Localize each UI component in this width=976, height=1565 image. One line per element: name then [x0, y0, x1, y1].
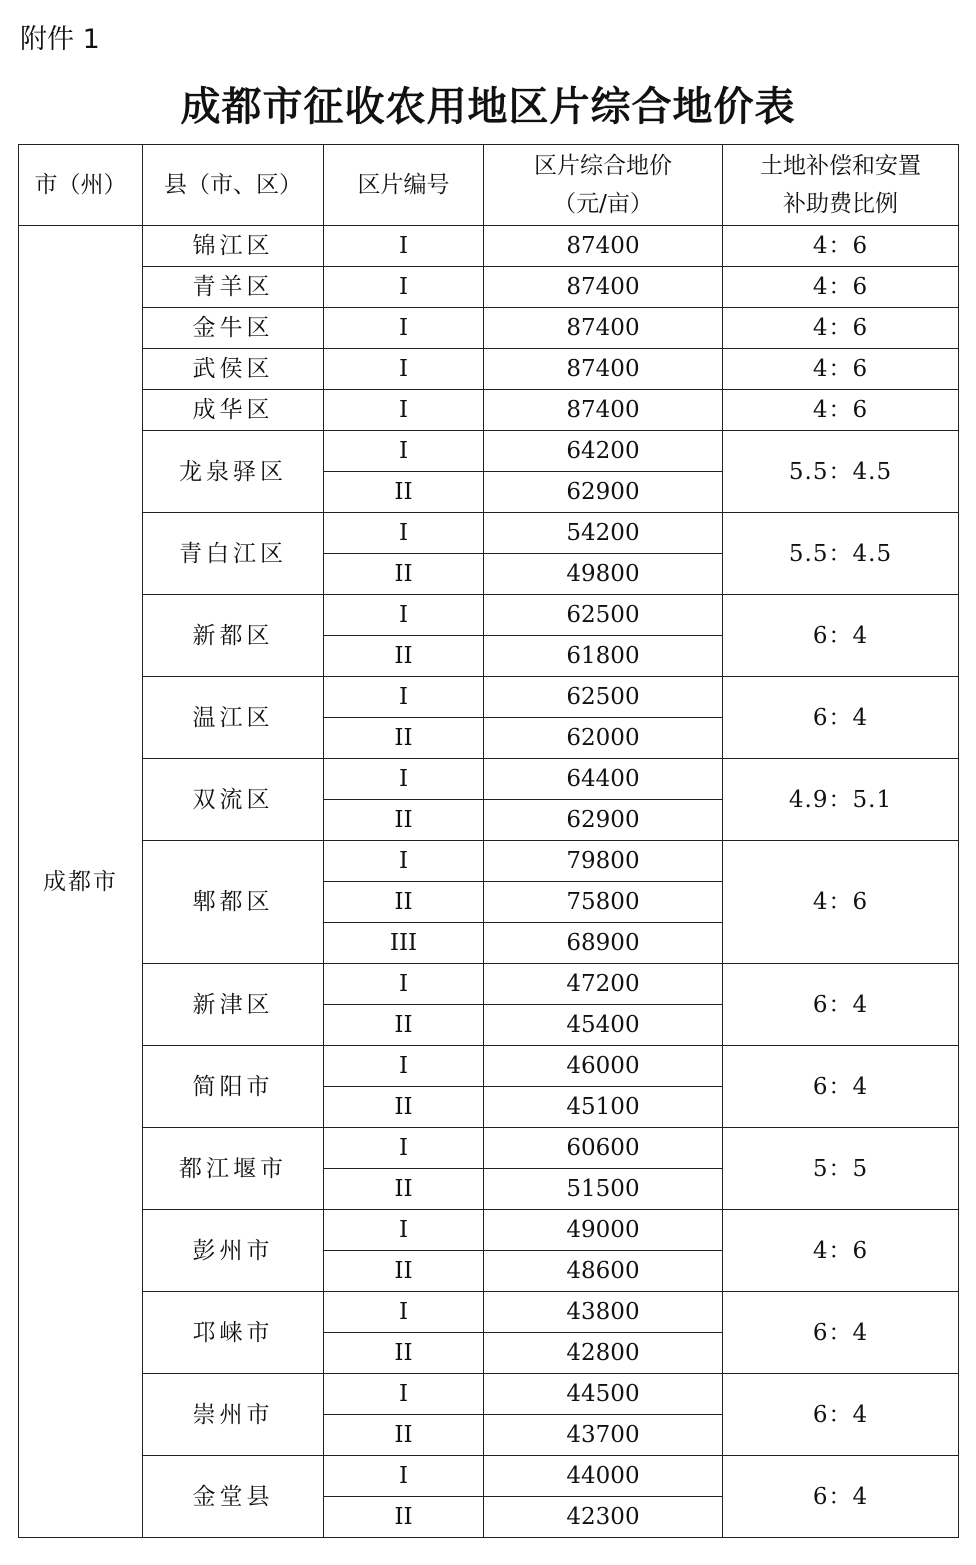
county-name-cell: 武侯区 — [143, 349, 324, 390]
zone-number-cell: II — [324, 472, 484, 513]
table-row — [19, 513, 959, 554]
table-row — [19, 267, 959, 308]
county-name-cell: 彭州市 — [143, 1210, 324, 1292]
zone-number-cell: II — [324, 1087, 484, 1128]
zone-number-cell: III — [324, 923, 484, 964]
price-cell: 42800 — [484, 1333, 723, 1374]
county-name-cell: 青白江区 — [143, 513, 324, 595]
ratio-cell: 4：6 — [723, 841, 959, 964]
zone-number-cell: I — [324, 349, 484, 390]
table-row — [19, 349, 959, 390]
ratio-cell: 4.9：5.1 — [723, 759, 959, 841]
county-name-cell: 青羊区 — [143, 267, 324, 308]
header-county: 县（市、区） — [143, 145, 324, 226]
table-row — [19, 308, 959, 349]
price-cell: 49800 — [484, 554, 723, 595]
zone-number-cell: I — [324, 308, 484, 349]
county-name-cell: 锦江区 — [143, 226, 324, 267]
table-body — [19, 226, 959, 1538]
price-cell: 48600 — [484, 1251, 723, 1292]
zone-number-cell: II — [324, 1251, 484, 1292]
zone-number-cell: I — [324, 677, 484, 718]
price-cell: 60600 — [484, 1128, 723, 1169]
price-cell: 62500 — [484, 677, 723, 718]
ratio-cell: 5：5 — [723, 1128, 959, 1210]
zone-number-cell: I — [324, 1292, 484, 1333]
ratio-cell: 5.5：4.5 — [723, 513, 959, 595]
price-cell: 75800 — [484, 882, 723, 923]
price-cell: 87400 — [484, 226, 723, 267]
price-cell: 87400 — [484, 267, 723, 308]
price-cell: 44000 — [484, 1456, 723, 1497]
county-name-cell: 新都区 — [143, 595, 324, 677]
county-name-cell: 双流区 — [143, 759, 324, 841]
county-name-cell: 龙泉驿区 — [143, 431, 324, 513]
price-cell: 64400 — [484, 759, 723, 800]
zone-number-cell: I — [324, 1128, 484, 1169]
city-cell: 成都市 — [19, 226, 143, 1538]
table-row — [19, 1210, 959, 1251]
price-cell: 62000 — [484, 718, 723, 759]
table-row — [19, 595, 959, 636]
zone-number-cell: II — [324, 636, 484, 677]
zone-number-cell: II — [324, 1497, 484, 1538]
header-ratio-line2: 补助费比例 — [783, 191, 898, 217]
table-row — [19, 841, 959, 882]
zone-number-cell: I — [324, 1046, 484, 1087]
header-price — [484, 145, 723, 226]
header-ratio-line1: 土地补偿和安置 — [760, 153, 921, 179]
header-city: 市（州） — [19, 145, 143, 226]
ratio-cell: 6：4 — [723, 964, 959, 1046]
table-row — [19, 431, 959, 472]
zone-number-cell: I — [324, 390, 484, 431]
zone-number-cell: I — [324, 595, 484, 636]
price-cell: 62900 — [484, 800, 723, 841]
price-cell: 87400 — [484, 390, 723, 431]
ratio-cell: 5.5：4.5 — [723, 431, 959, 513]
county-name-cell: 都江堰市 — [143, 1128, 324, 1210]
price-cell: 68900 — [484, 923, 723, 964]
price-cell: 44500 — [484, 1374, 723, 1415]
table-row — [19, 964, 959, 1005]
ratio-cell: 6：4 — [723, 1374, 959, 1456]
price-cell: 47200 — [484, 964, 723, 1005]
table-row — [19, 1128, 959, 1169]
header-price-line1: 区片综合地价 — [534, 153, 672, 179]
ratio-cell: 4：6 — [723, 226, 959, 267]
zone-number-cell: I — [324, 841, 484, 882]
price-cell: 54200 — [484, 513, 723, 554]
price-cell: 43800 — [484, 1292, 723, 1333]
zone-number-cell: I — [324, 1374, 484, 1415]
county-name-cell: 金堂县 — [143, 1456, 324, 1538]
table-row — [19, 677, 959, 718]
zone-number-cell: I — [324, 759, 484, 800]
price-cell: 45400 — [484, 1005, 723, 1046]
zone-number-cell: I — [324, 964, 484, 1005]
ratio-cell: 6：4 — [723, 1292, 959, 1374]
county-name-cell: 邛崃市 — [143, 1292, 324, 1374]
price-cell: 46000 — [484, 1046, 723, 1087]
price-cell: 79800 — [484, 841, 723, 882]
price-cell: 51500 — [484, 1169, 723, 1210]
county-name-cell: 金牛区 — [143, 308, 324, 349]
county-name-cell: 郫都区 — [143, 841, 324, 964]
price-cell: 64200 — [484, 431, 723, 472]
header-zone: 区片编号 — [324, 145, 484, 226]
table-row — [19, 759, 959, 800]
zone-number-cell: II — [324, 718, 484, 759]
zone-number-cell: II — [324, 1333, 484, 1374]
ratio-cell: 6：4 — [723, 677, 959, 759]
header-ratio — [723, 145, 959, 226]
ratio-cell: 4：6 — [723, 1210, 959, 1292]
county-name-cell: 简阳市 — [143, 1046, 324, 1128]
ratio-cell: 4：6 — [723, 267, 959, 308]
zone-number-cell: I — [324, 513, 484, 554]
ratio-cell: 4：6 — [723, 390, 959, 431]
price-cell: 87400 — [484, 308, 723, 349]
price-cell: 42300 — [484, 1497, 723, 1538]
county-name-cell: 温江区 — [143, 677, 324, 759]
land-price-table — [18, 144, 959, 1538]
zone-number-cell: I — [324, 1456, 484, 1497]
zone-number-cell: II — [324, 882, 484, 923]
price-cell: 61800 — [484, 636, 723, 677]
zone-number-cell: II — [324, 800, 484, 841]
table-row — [19, 226, 959, 267]
zone-number-cell: I — [324, 267, 484, 308]
table-row — [19, 1292, 959, 1333]
price-cell: 62900 — [484, 472, 723, 513]
zone-number-cell: I — [324, 431, 484, 472]
ratio-cell: 4：6 — [723, 308, 959, 349]
document-title: 成都市征收农用地区片综合地价表 — [180, 84, 796, 130]
zone-number-cell: II — [324, 1169, 484, 1210]
zone-number-cell: I — [324, 226, 484, 267]
zone-number-cell: II — [324, 1005, 484, 1046]
ratio-cell: 4：6 — [723, 349, 959, 390]
table-row — [19, 1374, 959, 1415]
price-cell: 45100 — [484, 1087, 723, 1128]
county-name-cell: 新津区 — [143, 964, 324, 1046]
price-cell: 62500 — [484, 595, 723, 636]
ratio-cell: 6：4 — [723, 595, 959, 677]
price-cell: 43700 — [484, 1415, 723, 1456]
zone-number-cell: II — [324, 554, 484, 595]
ratio-cell: 6：4 — [723, 1456, 959, 1538]
header-price-line2: （元/亩） — [553, 191, 653, 217]
county-name-cell: 成华区 — [143, 390, 324, 431]
table-row — [19, 1456, 959, 1497]
zone-number-cell: II — [324, 1415, 484, 1456]
price-cell: 49000 — [484, 1210, 723, 1251]
table-header-row — [19, 145, 959, 226]
price-cell: 87400 — [484, 349, 723, 390]
attachment-label: 附件 1 — [20, 24, 100, 55]
table-row — [19, 1046, 959, 1087]
zone-number-cell: I — [324, 1210, 484, 1251]
ratio-cell: 6：4 — [723, 1046, 959, 1128]
table-row — [19, 390, 959, 431]
county-name-cell: 崇州市 — [143, 1374, 324, 1456]
